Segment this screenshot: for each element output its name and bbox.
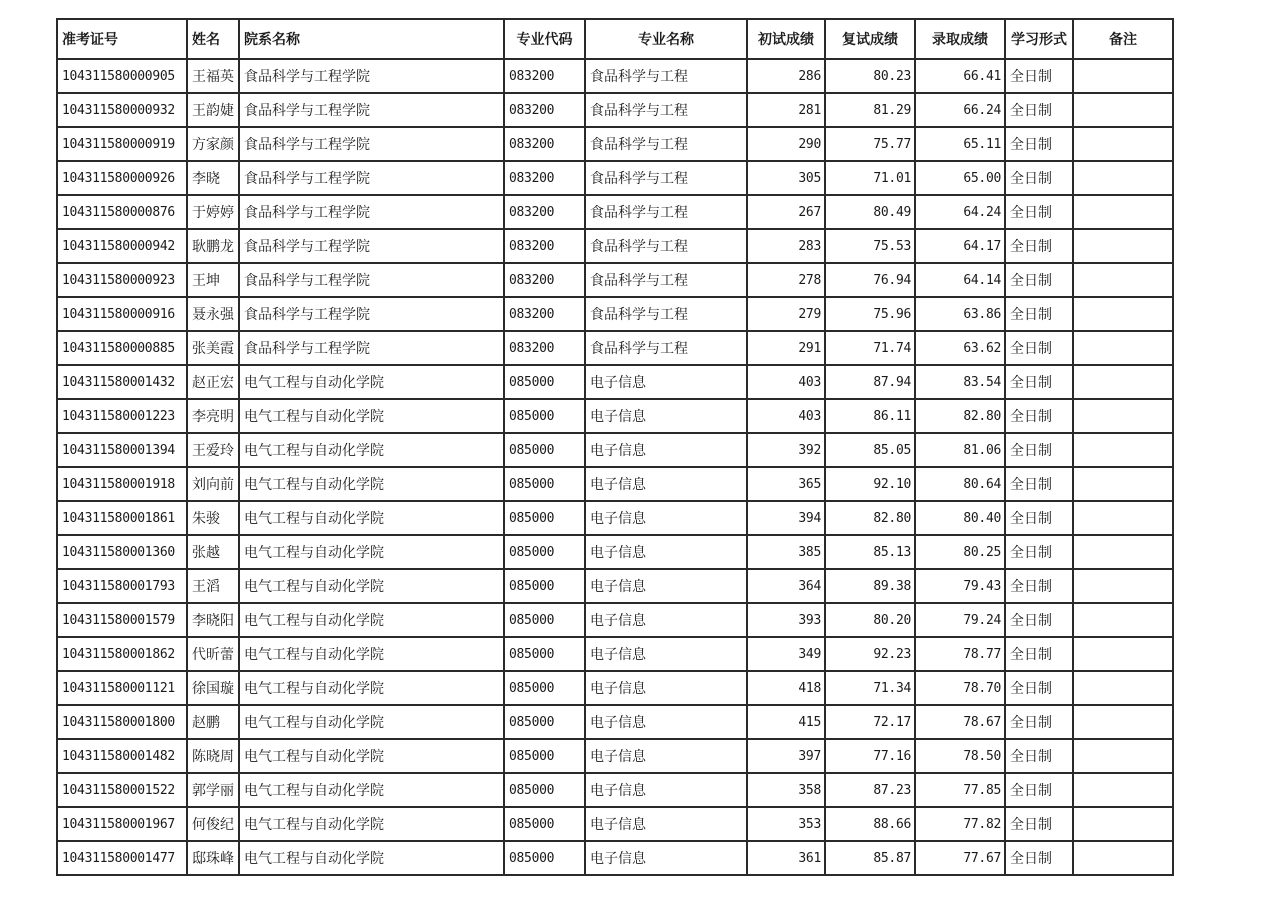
cell-retest-score: 71.01 xyxy=(825,161,915,195)
cell-major-code: 085000 xyxy=(504,399,585,433)
cell-name: 李晓阳 xyxy=(187,603,239,637)
cell-name: 陈晓周 xyxy=(187,739,239,773)
cell-name: 王坤 xyxy=(187,263,239,297)
cell-major-name: 食品科学与工程 xyxy=(585,59,747,93)
cell-remarks xyxy=(1073,841,1173,875)
cell-name: 赵正宏 xyxy=(187,365,239,399)
cell-prelim-score: 418 xyxy=(747,671,825,705)
header-major-code: 专业代码 xyxy=(504,19,585,59)
cell-study-mode: 全日制 xyxy=(1005,671,1073,705)
cell-study-mode: 全日制 xyxy=(1005,127,1073,161)
cell-prelim-score: 281 xyxy=(747,93,825,127)
cell-department: 电气工程与自动化学院 xyxy=(239,433,504,467)
cell-prelim-score: 290 xyxy=(747,127,825,161)
table-row xyxy=(57,161,1173,195)
cell-admission-score: 64.17 xyxy=(915,229,1005,263)
cell-prelim-score: 361 xyxy=(747,841,825,875)
cell-study-mode: 全日制 xyxy=(1005,297,1073,331)
cell-name: 邸珠峰 xyxy=(187,841,239,875)
cell-major-code: 085000 xyxy=(504,603,585,637)
cell-retest-score: 81.29 xyxy=(825,93,915,127)
cell-major-name: 食品科学与工程 xyxy=(585,93,747,127)
cell-study-mode: 全日制 xyxy=(1005,501,1073,535)
cell-department: 电气工程与自动化学院 xyxy=(239,807,504,841)
cell-study-mode: 全日制 xyxy=(1005,365,1073,399)
table-row xyxy=(57,705,1173,739)
cell-retest-score: 87.94 xyxy=(825,365,915,399)
cell-name: 刘向前 xyxy=(187,467,239,501)
cell-remarks xyxy=(1073,671,1173,705)
cell-exam-id: 104311580000905 xyxy=(57,59,187,93)
cell-department: 食品科学与工程学院 xyxy=(239,161,504,195)
cell-major-code: 085000 xyxy=(504,467,585,501)
cell-major-code: 085000 xyxy=(504,773,585,807)
cell-major-name: 电子信息 xyxy=(585,739,747,773)
cell-retest-score: 92.10 xyxy=(825,467,915,501)
cell-prelim-score: 279 xyxy=(747,297,825,331)
cell-major-code: 085000 xyxy=(504,841,585,875)
cell-name: 李亮明 xyxy=(187,399,239,433)
cell-remarks xyxy=(1073,365,1173,399)
cell-department: 食品科学与工程学院 xyxy=(239,229,504,263)
cell-major-code: 085000 xyxy=(504,569,585,603)
cell-remarks xyxy=(1073,433,1173,467)
cell-name: 聂永强 xyxy=(187,297,239,331)
cell-name: 于婷婷 xyxy=(187,195,239,229)
cell-major-name: 食品科学与工程 xyxy=(585,297,747,331)
cell-retest-score: 75.53 xyxy=(825,229,915,263)
cell-study-mode: 全日制 xyxy=(1005,399,1073,433)
header-row xyxy=(57,19,1173,59)
cell-study-mode: 全日制 xyxy=(1005,637,1073,671)
cell-admission-score: 63.86 xyxy=(915,297,1005,331)
cell-remarks xyxy=(1073,705,1173,739)
cell-retest-score: 87.23 xyxy=(825,773,915,807)
cell-retest-score: 85.87 xyxy=(825,841,915,875)
cell-department: 食品科学与工程学院 xyxy=(239,263,504,297)
cell-prelim-score: 397 xyxy=(747,739,825,773)
cell-name: 方家颜 xyxy=(187,127,239,161)
cell-major-name: 电子信息 xyxy=(585,807,747,841)
cell-department: 电气工程与自动化学院 xyxy=(239,841,504,875)
cell-prelim-score: 385 xyxy=(747,535,825,569)
cell-admission-score: 63.62 xyxy=(915,331,1005,365)
table-row xyxy=(57,195,1173,229)
cell-exam-id: 104311580001967 xyxy=(57,807,187,841)
cell-retest-score: 88.66 xyxy=(825,807,915,841)
table-row xyxy=(57,229,1173,263)
cell-study-mode: 全日制 xyxy=(1005,569,1073,603)
cell-prelim-score: 392 xyxy=(747,433,825,467)
cell-name: 代昕蕾 xyxy=(187,637,239,671)
cell-retest-score: 77.16 xyxy=(825,739,915,773)
cell-name: 张越 xyxy=(187,535,239,569)
cell-major-name: 电子信息 xyxy=(585,467,747,501)
cell-study-mode: 全日制 xyxy=(1005,433,1073,467)
cell-remarks xyxy=(1073,467,1173,501)
cell-department: 电气工程与自动化学院 xyxy=(239,637,504,671)
cell-major-name: 食品科学与工程 xyxy=(585,263,747,297)
cell-admission-score: 78.67 xyxy=(915,705,1005,739)
header-prelim-score: 初试成绩 xyxy=(747,19,825,59)
cell-major-code: 085000 xyxy=(504,807,585,841)
cell-exam-id: 104311580000926 xyxy=(57,161,187,195)
cell-study-mode: 全日制 xyxy=(1005,331,1073,365)
cell-study-mode: 全日制 xyxy=(1005,603,1073,637)
table-row xyxy=(57,365,1173,399)
cell-study-mode: 全日制 xyxy=(1005,841,1073,875)
cell-retest-score: 85.05 xyxy=(825,433,915,467)
cell-remarks xyxy=(1073,773,1173,807)
cell-prelim-score: 364 xyxy=(747,569,825,603)
cell-retest-score: 71.74 xyxy=(825,331,915,365)
cell-study-mode: 全日制 xyxy=(1005,535,1073,569)
cell-major-code: 083200 xyxy=(504,229,585,263)
header-department: 院系名称 xyxy=(239,19,504,59)
cell-admission-score: 65.00 xyxy=(915,161,1005,195)
cell-remarks xyxy=(1073,161,1173,195)
cell-prelim-score: 286 xyxy=(747,59,825,93)
cell-remarks xyxy=(1073,331,1173,365)
cell-name: 王韵婕 xyxy=(187,93,239,127)
cell-admission-score: 83.54 xyxy=(915,365,1005,399)
cell-major-code: 083200 xyxy=(504,297,585,331)
cell-admission-score: 64.24 xyxy=(915,195,1005,229)
table-row xyxy=(57,807,1173,841)
cell-remarks xyxy=(1073,263,1173,297)
cell-prelim-score: 349 xyxy=(747,637,825,671)
cell-admission-score: 77.67 xyxy=(915,841,1005,875)
cell-major-code: 085000 xyxy=(504,433,585,467)
table-row xyxy=(57,739,1173,773)
cell-prelim-score: 365 xyxy=(747,467,825,501)
cell-prelim-score: 403 xyxy=(747,365,825,399)
header-study-mode: 学习形式 xyxy=(1005,19,1073,59)
cell-retest-score: 71.34 xyxy=(825,671,915,705)
cell-department: 电气工程与自动化学院 xyxy=(239,739,504,773)
cell-exam-id: 104311580001121 xyxy=(57,671,187,705)
cell-admission-score: 79.43 xyxy=(915,569,1005,603)
cell-major-code: 085000 xyxy=(504,637,585,671)
cell-remarks xyxy=(1073,297,1173,331)
cell-study-mode: 全日制 xyxy=(1005,229,1073,263)
cell-retest-score: 89.38 xyxy=(825,569,915,603)
cell-remarks xyxy=(1073,399,1173,433)
cell-name: 王爱玲 xyxy=(187,433,239,467)
cell-prelim-score: 393 xyxy=(747,603,825,637)
cell-remarks xyxy=(1073,229,1173,263)
cell-major-name: 电子信息 xyxy=(585,773,747,807)
header-exam-id: 准考证号 xyxy=(57,19,187,59)
cell-major-code: 083200 xyxy=(504,127,585,161)
cell-major-name: 食品科学与工程 xyxy=(585,127,747,161)
table-row xyxy=(57,399,1173,433)
cell-major-code: 083200 xyxy=(504,161,585,195)
cell-prelim-score: 394 xyxy=(747,501,825,535)
cell-department: 电气工程与自动化学院 xyxy=(239,603,504,637)
cell-major-code: 083200 xyxy=(504,331,585,365)
cell-major-code: 083200 xyxy=(504,59,585,93)
cell-retest-score: 86.11 xyxy=(825,399,915,433)
cell-study-mode: 全日制 xyxy=(1005,161,1073,195)
cell-name: 赵鹏 xyxy=(187,705,239,739)
cell-name: 徐国璇 xyxy=(187,671,239,705)
cell-admission-score: 64.14 xyxy=(915,263,1005,297)
cell-remarks xyxy=(1073,569,1173,603)
cell-major-name: 电子信息 xyxy=(585,535,747,569)
table-row xyxy=(57,501,1173,535)
cell-department: 电气工程与自动化学院 xyxy=(239,365,504,399)
table-row xyxy=(57,127,1173,161)
cell-admission-score: 80.40 xyxy=(915,501,1005,535)
cell-prelim-score: 267 xyxy=(747,195,825,229)
table-row xyxy=(57,535,1173,569)
cell-name: 朱骏 xyxy=(187,501,239,535)
cell-exam-id: 104311580000923 xyxy=(57,263,187,297)
cell-department: 食品科学与工程学院 xyxy=(239,331,504,365)
cell-prelim-score: 415 xyxy=(747,705,825,739)
cell-major-name: 食品科学与工程 xyxy=(585,331,747,365)
cell-name: 何俊纪 xyxy=(187,807,239,841)
cell-remarks xyxy=(1073,195,1173,229)
cell-name: 耿鹏龙 xyxy=(187,229,239,263)
cell-exam-id: 104311580001223 xyxy=(57,399,187,433)
cell-major-name: 电子信息 xyxy=(585,399,747,433)
cell-major-name: 食品科学与工程 xyxy=(585,229,747,263)
table-row xyxy=(57,331,1173,365)
table-row xyxy=(57,637,1173,671)
cell-retest-score: 80.23 xyxy=(825,59,915,93)
cell-admission-score: 77.85 xyxy=(915,773,1005,807)
cell-admission-score: 82.80 xyxy=(915,399,1005,433)
cell-admission-score: 66.41 xyxy=(915,59,1005,93)
cell-department: 电气工程与自动化学院 xyxy=(239,501,504,535)
cell-retest-score: 82.80 xyxy=(825,501,915,535)
cell-admission-score: 66.24 xyxy=(915,93,1005,127)
cell-prelim-score: 278 xyxy=(747,263,825,297)
cell-remarks xyxy=(1073,637,1173,671)
cell-major-name: 电子信息 xyxy=(585,705,747,739)
cell-major-name: 食品科学与工程 xyxy=(585,195,747,229)
cell-exam-id: 104311580000885 xyxy=(57,331,187,365)
cell-prelim-score: 305 xyxy=(747,161,825,195)
table-row xyxy=(57,93,1173,127)
cell-exam-id: 104311580000919 xyxy=(57,127,187,161)
cell-department: 电气工程与自动化学院 xyxy=(239,671,504,705)
cell-study-mode: 全日制 xyxy=(1005,93,1073,127)
cell-admission-score: 77.82 xyxy=(915,807,1005,841)
cell-remarks xyxy=(1073,603,1173,637)
cell-name: 王滔 xyxy=(187,569,239,603)
cell-major-code: 083200 xyxy=(504,263,585,297)
cell-major-name: 电子信息 xyxy=(585,501,747,535)
cell-department: 电气工程与自动化学院 xyxy=(239,535,504,569)
cell-remarks xyxy=(1073,807,1173,841)
cell-name: 张美霞 xyxy=(187,331,239,365)
table-row xyxy=(57,671,1173,705)
header-admission-score: 录取成绩 xyxy=(915,19,1005,59)
cell-admission-score: 80.25 xyxy=(915,535,1005,569)
cell-remarks xyxy=(1073,127,1173,161)
cell-major-name: 电子信息 xyxy=(585,841,747,875)
cell-department: 电气工程与自动化学院 xyxy=(239,705,504,739)
table-row xyxy=(57,841,1173,875)
cell-department: 食品科学与工程学院 xyxy=(239,93,504,127)
cell-prelim-score: 291 xyxy=(747,331,825,365)
cell-admission-score: 78.70 xyxy=(915,671,1005,705)
cell-study-mode: 全日制 xyxy=(1005,705,1073,739)
cell-major-name: 电子信息 xyxy=(585,671,747,705)
cell-admission-score: 65.11 xyxy=(915,127,1005,161)
cell-department: 电气工程与自动化学院 xyxy=(239,773,504,807)
header-retest-score: 复试成绩 xyxy=(825,19,915,59)
cell-name: 李晓 xyxy=(187,161,239,195)
cell-retest-score: 92.23 xyxy=(825,637,915,671)
cell-exam-id: 104311580001918 xyxy=(57,467,187,501)
cell-prelim-score: 358 xyxy=(747,773,825,807)
cell-department: 食品科学与工程学院 xyxy=(239,297,504,331)
cell-study-mode: 全日制 xyxy=(1005,195,1073,229)
cell-study-mode: 全日制 xyxy=(1005,773,1073,807)
admission-table xyxy=(56,18,1174,876)
cell-exam-id: 104311580000942 xyxy=(57,229,187,263)
cell-prelim-score: 353 xyxy=(747,807,825,841)
table-row xyxy=(57,297,1173,331)
cell-exam-id: 104311580001432 xyxy=(57,365,187,399)
cell-exam-id: 104311580001800 xyxy=(57,705,187,739)
cell-major-code: 085000 xyxy=(504,365,585,399)
cell-exam-id: 104311580000916 xyxy=(57,297,187,331)
cell-major-code: 083200 xyxy=(504,93,585,127)
table-row xyxy=(57,263,1173,297)
table-row xyxy=(57,773,1173,807)
header-name: 姓名 xyxy=(187,19,239,59)
cell-major-name: 电子信息 xyxy=(585,569,747,603)
cell-exam-id: 104311580001861 xyxy=(57,501,187,535)
cell-department: 电气工程与自动化学院 xyxy=(239,569,504,603)
cell-major-code: 083200 xyxy=(504,195,585,229)
cell-retest-score: 75.96 xyxy=(825,297,915,331)
header-major-name: 专业名称 xyxy=(585,19,747,59)
cell-department: 食品科学与工程学院 xyxy=(239,127,504,161)
cell-prelim-score: 283 xyxy=(747,229,825,263)
cell-major-code: 085000 xyxy=(504,501,585,535)
cell-department: 电气工程与自动化学院 xyxy=(239,467,504,501)
cell-name: 郭学丽 xyxy=(187,773,239,807)
cell-study-mode: 全日制 xyxy=(1005,263,1073,297)
cell-exam-id: 104311580001793 xyxy=(57,569,187,603)
cell-retest-score: 80.20 xyxy=(825,603,915,637)
cell-exam-id: 104311580000932 xyxy=(57,93,187,127)
cell-department: 电气工程与自动化学院 xyxy=(239,399,504,433)
cell-retest-score: 76.94 xyxy=(825,263,915,297)
cell-major-name: 电子信息 xyxy=(585,365,747,399)
cell-study-mode: 全日制 xyxy=(1005,739,1073,773)
cell-retest-score: 85.13 xyxy=(825,535,915,569)
cell-study-mode: 全日制 xyxy=(1005,59,1073,93)
cell-remarks xyxy=(1073,535,1173,569)
table-row xyxy=(57,569,1173,603)
cell-department: 食品科学与工程学院 xyxy=(239,59,504,93)
cell-major-name: 电子信息 xyxy=(585,637,747,671)
cell-exam-id: 104311580001394 xyxy=(57,433,187,467)
cell-major-name: 电子信息 xyxy=(585,433,747,467)
cell-admission-score: 81.06 xyxy=(915,433,1005,467)
cell-exam-id: 104311580001360 xyxy=(57,535,187,569)
table-row xyxy=(57,59,1173,93)
cell-exam-id: 104311580001862 xyxy=(57,637,187,671)
cell-study-mode: 全日制 xyxy=(1005,807,1073,841)
cell-major-code: 085000 xyxy=(504,739,585,773)
cell-exam-id: 104311580001522 xyxy=(57,773,187,807)
cell-name: 王福英 xyxy=(187,59,239,93)
cell-admission-score: 80.64 xyxy=(915,467,1005,501)
header-remarks: 备注 xyxy=(1073,19,1173,59)
cell-major-name: 食品科学与工程 xyxy=(585,161,747,195)
cell-remarks xyxy=(1073,739,1173,773)
cell-exam-id: 104311580001579 xyxy=(57,603,187,637)
table-row xyxy=(57,433,1173,467)
cell-study-mode: 全日制 xyxy=(1005,467,1073,501)
cell-major-code: 085000 xyxy=(504,705,585,739)
table-row xyxy=(57,603,1173,637)
cell-retest-score: 75.77 xyxy=(825,127,915,161)
cell-retest-score: 80.49 xyxy=(825,195,915,229)
cell-exam-id: 104311580000876 xyxy=(57,195,187,229)
cell-retest-score: 72.17 xyxy=(825,705,915,739)
cell-admission-score: 78.77 xyxy=(915,637,1005,671)
cell-remarks xyxy=(1073,59,1173,93)
table-row xyxy=(57,467,1173,501)
cell-major-code: 085000 xyxy=(504,671,585,705)
cell-exam-id: 104311580001477 xyxy=(57,841,187,875)
cell-prelim-score: 403 xyxy=(747,399,825,433)
cell-admission-score: 79.24 xyxy=(915,603,1005,637)
cell-department: 食品科学与工程学院 xyxy=(239,195,504,229)
cell-major-code: 085000 xyxy=(504,535,585,569)
cell-admission-score: 78.50 xyxy=(915,739,1005,773)
cell-remarks xyxy=(1073,501,1173,535)
cell-remarks xyxy=(1073,93,1173,127)
cell-exam-id: 104311580001482 xyxy=(57,739,187,773)
cell-major-name: 电子信息 xyxy=(585,603,747,637)
